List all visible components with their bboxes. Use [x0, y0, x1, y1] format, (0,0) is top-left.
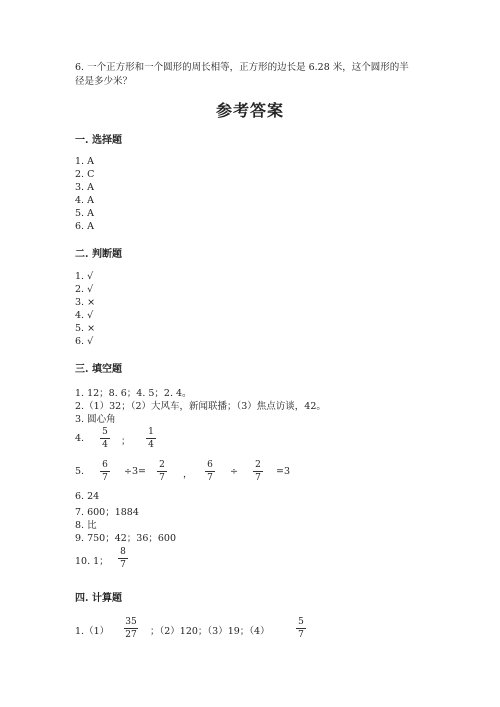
fraction: [253, 460, 263, 483]
fraction: [146, 427, 156, 450]
answer-item: 6. A: [75, 221, 94, 232]
fraction-denominator: 27: [125, 630, 137, 640]
answer-item: 3. 圆心角: [75, 414, 116, 425]
answer-item: 7. 600；1884: [75, 507, 139, 518]
answer-item: 9. 750；42；36；600: [75, 533, 177, 544]
section-heading-choice: 一. 选择题: [75, 135, 122, 146]
answer-item: 2. √: [75, 284, 94, 295]
fraction-numerator: 6: [102, 460, 108, 470]
comma: ，: [183, 469, 193, 480]
section-heading-judgement: 二. 判断题: [75, 249, 122, 260]
fraction: [118, 547, 128, 570]
answer-title: 参考答案: [215, 101, 284, 120]
answer-item: 2. C: [75, 169, 95, 180]
fraction-bar: [118, 558, 128, 559]
fraction-bar: [205, 471, 215, 472]
separator: ；: [121, 436, 131, 447]
fraction: [157, 460, 167, 483]
answer-item: 8. 比: [75, 520, 97, 531]
fraction-numerator: 2: [255, 460, 261, 470]
fraction-bar: [100, 471, 110, 472]
answer-item: 4. A: [75, 195, 94, 206]
fraction: [205, 460, 215, 483]
fraction: [100, 460, 110, 483]
answer-item: 1. √: [75, 271, 94, 282]
answer-item-4-label: 4.: [75, 433, 85, 444]
fraction: [124, 617, 138, 640]
operator: ÷: [230, 466, 238, 477]
section-heading-fill-blank: 三. 填空题: [75, 364, 122, 375]
answer-item: 2.（1）32；（2）大风车，新闻联播；（3）焦点访谈，42。: [75, 401, 326, 412]
fraction-bar: [157, 471, 167, 472]
fraction-bar: [100, 438, 110, 439]
answer-item: 5. ×: [75, 323, 96, 334]
fraction-numerator: 2: [159, 460, 165, 470]
answer-item: 6. √: [75, 336, 94, 347]
fraction-denominator: 4: [102, 440, 108, 450]
answer-item-continuation: ；（2）120；（3）19；（4）: [150, 626, 270, 637]
fraction-denominator: 7: [207, 473, 213, 483]
fraction-numerator: 35: [125, 617, 137, 627]
fraction: [296, 617, 306, 640]
fraction-denominator: 7: [255, 473, 261, 483]
answer-item-10-label: 10. 1；: [75, 556, 109, 567]
fraction-bar: [296, 628, 306, 629]
answer-item: 5. A: [75, 208, 94, 219]
fraction-denominator: 7: [102, 473, 108, 483]
fraction: [100, 427, 110, 450]
question-6-line-1: 6. 一个正方形和一个圆形的周长相等，正方形的边长是 6.28 米，这个圆形的半: [75, 62, 409, 73]
answer-item-1-label: 1.（1）: [75, 626, 110, 637]
answer-item: 1. 12；8. 6；4. 5；2. 4。: [75, 388, 192, 399]
section-heading-calculation: 四. 计算题: [75, 593, 122, 604]
answer-item: 3. A: [75, 182, 94, 193]
answer-item-5-label: 5.: [75, 466, 85, 477]
fraction-numerator: 8: [120, 547, 126, 557]
fraction-denominator: 7: [298, 630, 304, 640]
answer-item: 6. 24: [75, 491, 100, 502]
fraction-denominator: 7: [159, 473, 165, 483]
fraction-numerator: 6: [207, 460, 213, 470]
operator: ÷3=: [124, 466, 146, 477]
equals-result: =3: [276, 466, 291, 477]
answer-item: 3. ×: [75, 297, 96, 308]
fraction-denominator: 7: [120, 560, 126, 570]
fraction-bar: [124, 628, 138, 629]
answer-item: 4. √: [75, 310, 94, 321]
fraction-denominator: 4: [148, 440, 154, 450]
fraction-numerator: 5: [298, 617, 304, 627]
fraction-numerator: 5: [102, 427, 108, 437]
fraction-bar: [253, 471, 263, 472]
fraction-bar: [146, 438, 156, 439]
fraction-numerator: 1: [148, 427, 154, 437]
question-6-line-2: 径是多少米？: [75, 76, 133, 87]
answer-item: 1. A: [75, 156, 94, 167]
